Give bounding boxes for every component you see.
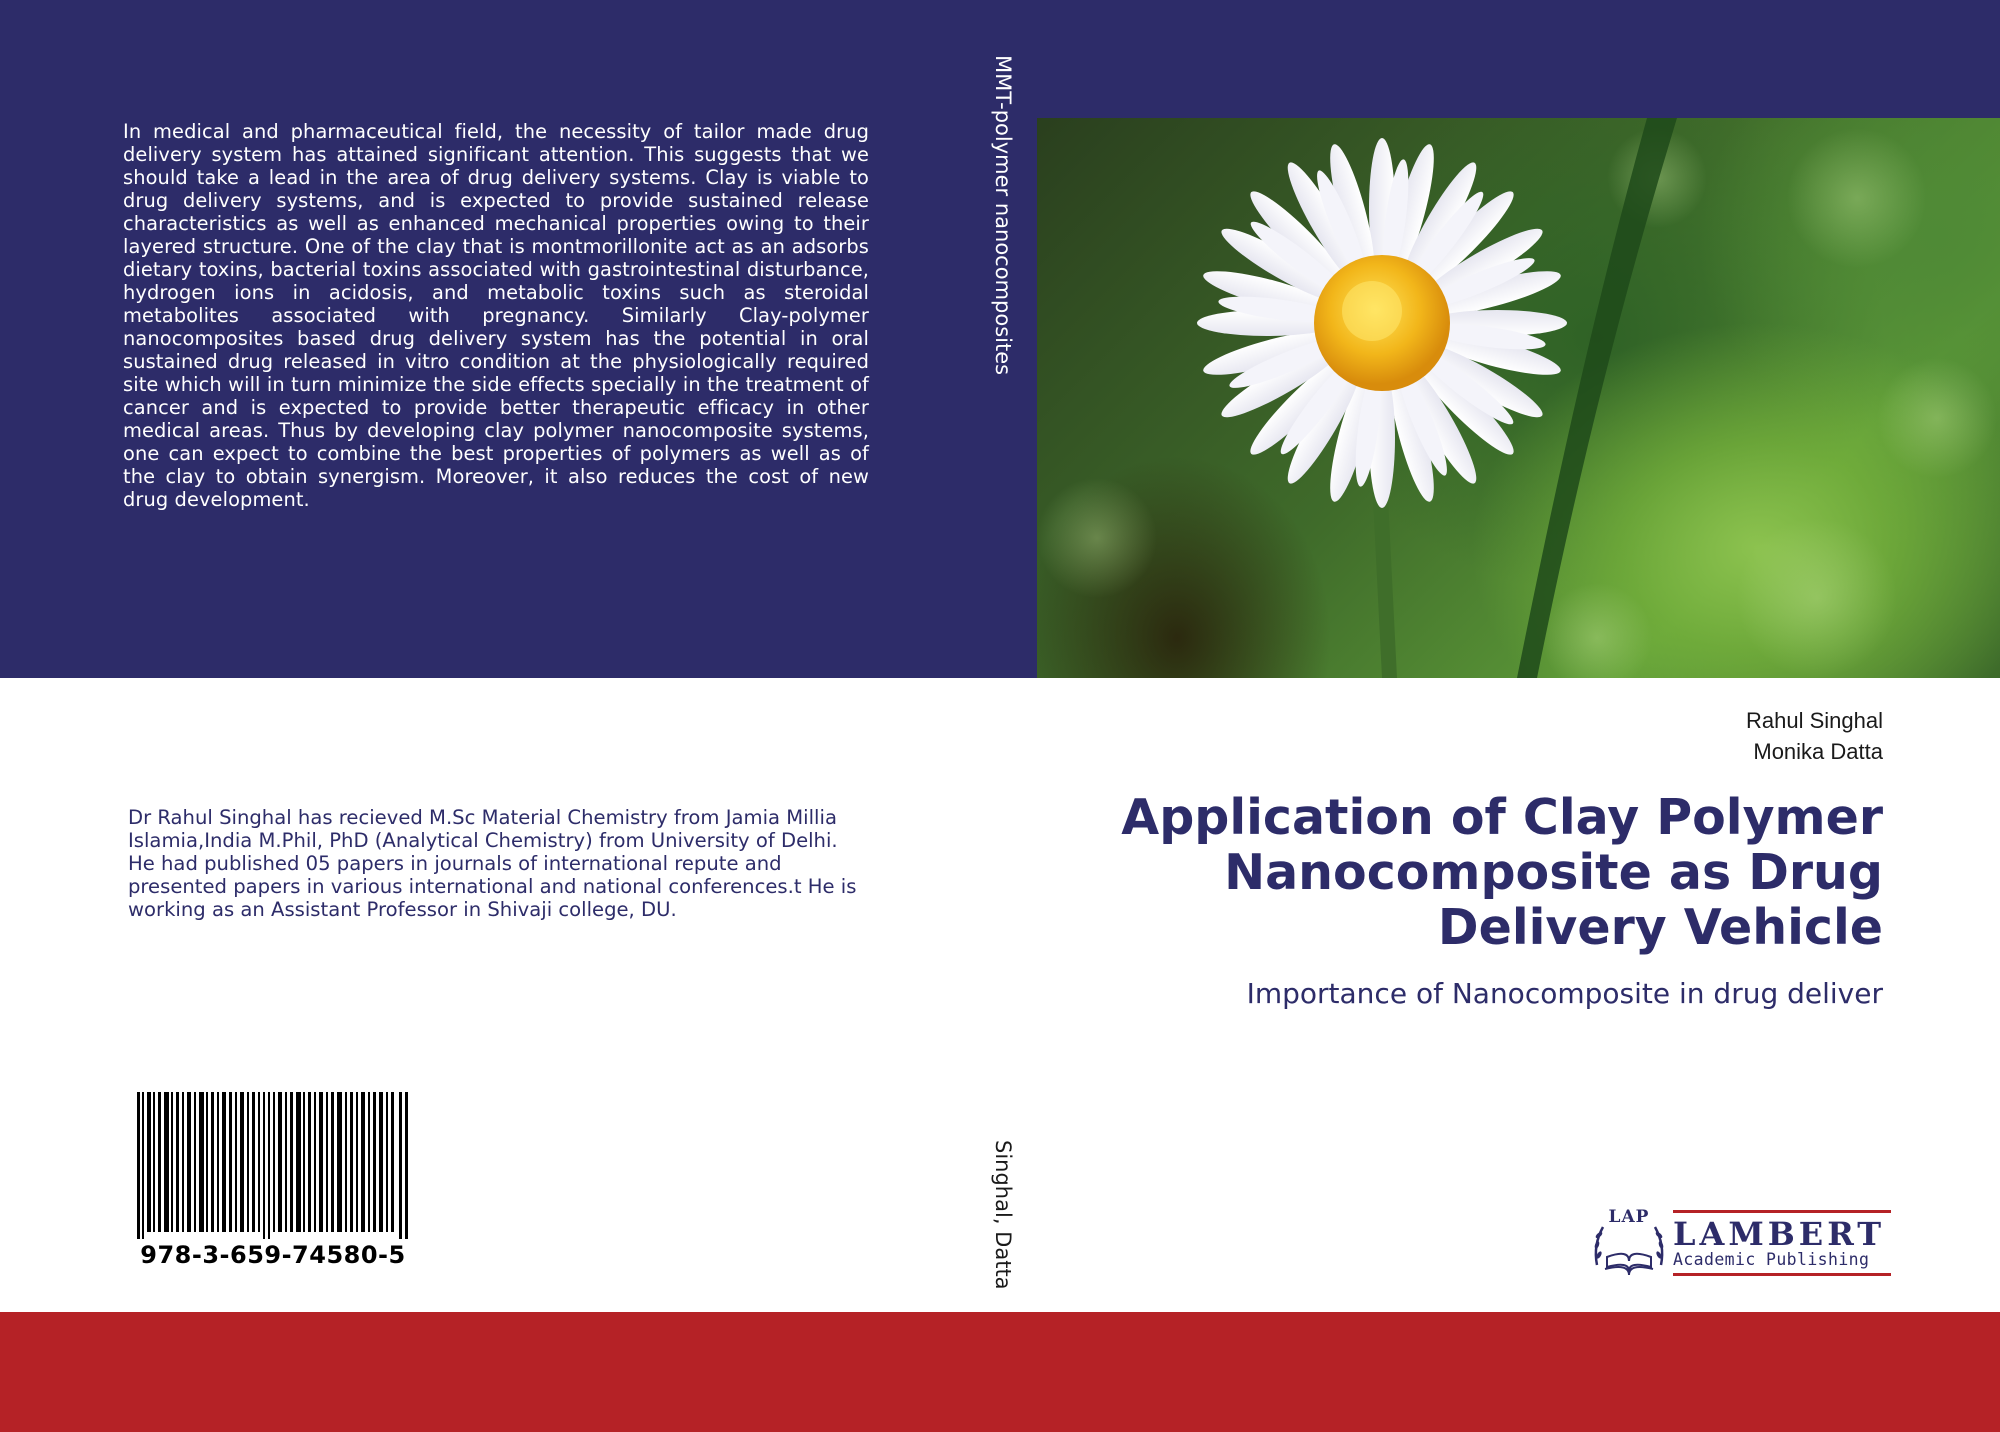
publisher-rule-top — [1673, 1210, 1891, 1213]
book-title — [983, 790, 1883, 955]
isbn-number: 978-3-659-74580-5 — [140, 1241, 406, 1269]
publisher-logo-mark: LAP — [1608, 1207, 1650, 1227]
book-subtitle: Importance of Nanocomposite in drug deliver — [1246, 977, 1883, 1010]
book-title-line: Application of Clay Polymer — [1121, 789, 1883, 846]
daisy-illustration — [1037, 118, 2000, 678]
publisher-wordmark — [1673, 1210, 1891, 1276]
back-cover-blurb: In medical and pharmaceutical field, the necessity of tailor made drug delivery system has attained significant attention. This suggests that we should take a lead in the area of drug delivery systems. Clay is viable to drug delivery systems, and is expected to provide sustained release characteristics as well as enhanced mechanical properties owing to their layered structure. One of the clay that is montmorillonite act as an adsorbs dietary toxins, bacterial toxins associated with gastrointestinal disturbance, hydrogen ions in acidosis, and metabolic toxins such as steroidal metabolites associated with pregnancy. Similarly Clay-polymer nanocomposites based drug delivery system has the potential in oral sustained drug released in vitro condition at the physiologically required site which will in turn minimize the side effects specially in the treatment of cancer and is expected to provide better therapeutic efficacy in other medical areas. Thus by developing clay polymer nanocomposite systems, one can expect to combine the best properties of polymers as well as of the clay to obtain synergism. Moreover, it also reduces the cost of new drug development. — [123, 120, 869, 511]
spine-title: MMT-polymer nanocomposites — [991, 55, 1015, 376]
spine-authors: Singhal, Datta — [991, 1140, 1015, 1290]
author-name: Rahul Singhal — [1746, 708, 1883, 733]
book-title-line: Nanocomposite as Drug — [1224, 844, 1883, 901]
author-name: Monika Datta — [1753, 739, 1883, 764]
front-cover-authors — [1746, 705, 1883, 767]
bottom-red-band — [0, 1312, 2000, 1432]
daisy-flower — [1197, 138, 1567, 508]
isbn-barcode — [137, 1092, 409, 1239]
author-biography: Dr Rahul Singhal has recieved M.Sc Material Chemistry from Jamia Millia Islamia,India M.Phil, PhD (Analytical Chemistry) from University of Delhi. He had published 05 papers in journals of international repute and presented papers in various international and national conferences.t He is working as an Assistant Professor in Shivaji college, DU. — [128, 806, 857, 921]
publisher-tagline: Academic Publishing — [1673, 1250, 1870, 1269]
publisher-name: LAMBERT — [1673, 1215, 1886, 1253]
book-title-line: Delivery Vehicle — [1437, 899, 1883, 956]
publisher-rule-bottom — [1673, 1273, 1891, 1276]
cover-photo-daisy — [1037, 118, 2000, 678]
